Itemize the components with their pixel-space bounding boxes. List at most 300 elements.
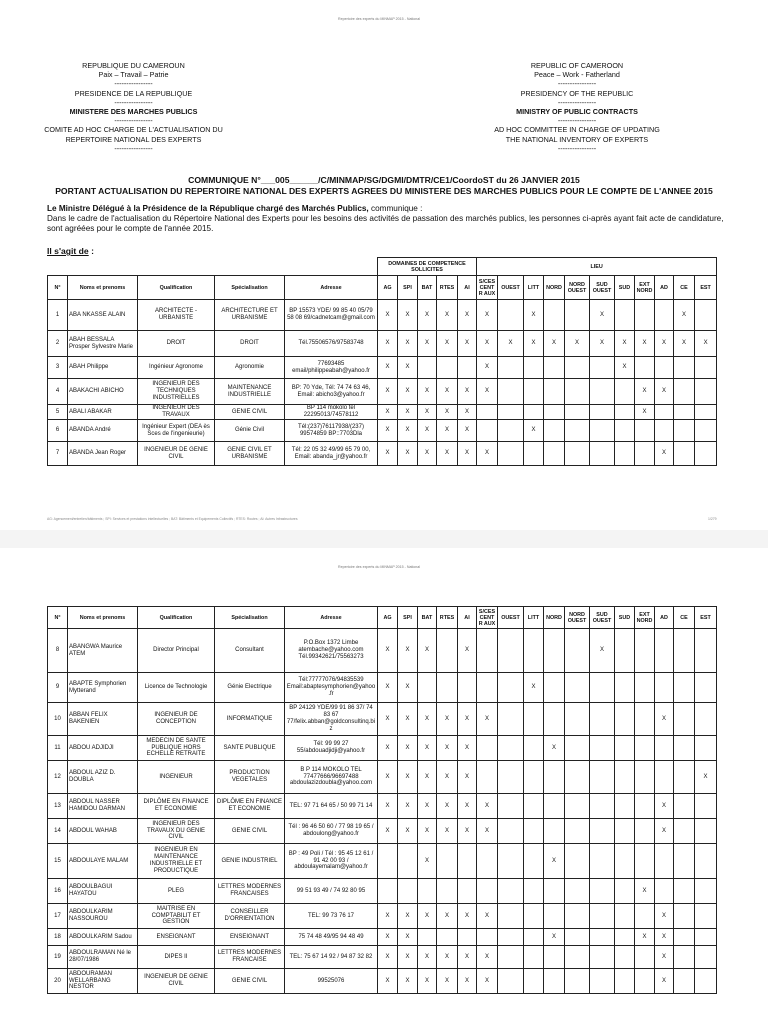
mark-cell xyxy=(590,761,615,794)
expert-address: BP 114 mokolo tel 22295013/74578112 xyxy=(285,405,378,420)
expert-name: ABDOULKARIM Sadou xyxy=(68,929,138,946)
letterhead-ministry: MINISTRY OF PUBLIC CONTRACTS xyxy=(516,107,638,117)
mark-cell xyxy=(458,844,477,879)
table-row xyxy=(48,904,717,929)
mark-cell xyxy=(590,357,615,379)
table-row xyxy=(48,844,717,879)
row-number: 20 xyxy=(48,969,68,994)
mark-cell: X xyxy=(398,904,418,929)
expert-address: Tél: 99 99 27 55/abdouadjidji@yahoo.fr xyxy=(285,736,378,761)
mark-cell xyxy=(635,969,655,994)
mark-cell xyxy=(635,761,655,794)
mark-cell: X xyxy=(655,946,674,969)
mark-cell: X xyxy=(398,629,418,673)
mark-cell: X xyxy=(458,420,477,442)
mark-cell xyxy=(655,357,674,379)
mark-cell: X xyxy=(655,969,674,994)
mark-cell xyxy=(524,703,544,736)
expert-qualification: DIPES II xyxy=(138,946,215,969)
col-centre: S/CES CENTR AUX xyxy=(477,607,498,629)
mark-cell: X xyxy=(398,794,418,819)
intro-paragraph xyxy=(47,204,727,234)
communique-subject: PORTANT ACTUALISATION DU REPERTOIRE NATIONAL DES EXPERTS AGREES DU MINISTERE DES MARCHES PUBLICS POUR LE COMPTE DE L'ANNEE 2015 xyxy=(55,186,713,196)
expert-address: TEL: 97 71 64 65 / 50 99 71 14 xyxy=(285,794,378,819)
table-row xyxy=(48,761,717,794)
mark-cell: X xyxy=(458,794,477,819)
mark-cell xyxy=(635,904,655,929)
row-number: 15 xyxy=(48,844,68,879)
mark-cell xyxy=(695,736,717,761)
mark-cell: X xyxy=(437,794,458,819)
mark-cell xyxy=(544,969,565,994)
expert-address: 75 74 48 49/95 94 48 49 xyxy=(285,929,378,946)
mark-cell: X xyxy=(378,379,398,405)
mark-cell xyxy=(565,879,590,904)
mark-cell: X xyxy=(477,357,498,379)
mark-cell: X xyxy=(635,405,655,420)
table-row xyxy=(48,969,717,994)
col-ad: AD xyxy=(655,276,674,300)
mark-cell: X xyxy=(655,703,674,736)
expert-name: ABANDA Jean Roger xyxy=(68,442,138,466)
mark-cell xyxy=(544,405,565,420)
mark-cell xyxy=(418,357,437,379)
table-row xyxy=(48,442,717,466)
mark-cell xyxy=(524,379,544,405)
mark-cell xyxy=(437,357,458,379)
mark-cell xyxy=(695,673,717,703)
experts-table-page-2 xyxy=(47,606,717,994)
col-ag: AG xyxy=(378,607,398,629)
expert-specialisation: GENIE CIVIL xyxy=(215,969,285,994)
col-rtes: RTES xyxy=(437,276,458,300)
mark-cell xyxy=(524,761,544,794)
mark-cell: X xyxy=(655,442,674,466)
minister-title: Le Ministre Délégué à la Présidence de la République chargé des Marchés Publics, xyxy=(47,204,369,213)
expert-address: TEL: 99 73 76 17 xyxy=(285,904,378,929)
mark-cell: X xyxy=(437,703,458,736)
mark-cell: X xyxy=(418,819,437,844)
mark-cell xyxy=(674,703,695,736)
mark-cell xyxy=(398,844,418,879)
col-bat: BAT xyxy=(418,607,437,629)
expert-qualification: INGENIEUR DES TECHNIQUES INDUSTRIELLES xyxy=(138,379,215,405)
col-address: Adresse xyxy=(285,276,378,300)
mark-cell xyxy=(615,904,635,929)
mark-cell xyxy=(498,904,524,929)
mark-cell xyxy=(437,929,458,946)
expert-name: ABDOUL NASSER HAMIDOU DARMAN xyxy=(68,794,138,819)
lieu-header: LIEU xyxy=(477,258,717,276)
col-num: N° xyxy=(48,276,68,300)
mark-cell: X xyxy=(477,904,498,929)
mark-cell: X xyxy=(418,420,437,442)
mark-cell xyxy=(590,794,615,819)
mark-cell xyxy=(544,879,565,904)
mark-cell xyxy=(590,879,615,904)
mark-cell xyxy=(674,879,695,904)
mark-cell xyxy=(635,673,655,703)
mark-cell: X xyxy=(398,420,418,442)
mark-cell xyxy=(565,442,590,466)
row-number: 19 xyxy=(48,946,68,969)
mark-cell xyxy=(524,794,544,819)
mark-cell xyxy=(635,794,655,819)
col-specialisation: Spécialisation xyxy=(215,607,285,629)
mark-cell xyxy=(635,442,655,466)
mark-cell: X xyxy=(378,629,398,673)
mark-cell: X xyxy=(437,300,458,331)
expert-specialisation: DIPLÔME EN FINANCE ET ECONOMIE xyxy=(215,794,285,819)
col-nord: NORD xyxy=(544,607,565,629)
mark-cell: X xyxy=(437,420,458,442)
expert-address: BP : 49 Poli / Tél : 95 45 12 61 / 91 42 00 93 / abdoulayemalam@yahoo.fr xyxy=(285,844,378,879)
mark-cell xyxy=(437,879,458,904)
row-number: 7 xyxy=(48,442,68,466)
col-ouest: OUEST xyxy=(498,276,524,300)
expert-specialisation: SANTE PUBLIQUE xyxy=(215,736,285,761)
mark-cell: X xyxy=(655,904,674,929)
mark-cell xyxy=(477,879,498,904)
expert-name: ABA NKASSE ALAIN xyxy=(68,300,138,331)
mark-cell xyxy=(498,405,524,420)
expert-qualification: DIPLÔME EN FINANCE ET ECONOMIE xyxy=(138,794,215,819)
mark-cell xyxy=(398,879,418,904)
row-number: 17 xyxy=(48,904,68,929)
col-est: EST xyxy=(695,276,717,300)
expert-qualification: INGENIEUR xyxy=(138,761,215,794)
mark-cell xyxy=(615,969,635,994)
mark-cell: X xyxy=(655,929,674,946)
mark-cell: X xyxy=(398,357,418,379)
letterhead-line: REPUBLIC OF CAMEROON xyxy=(530,61,624,70)
experts-table-page-1 xyxy=(47,257,717,466)
col-name: Noms et prenoms xyxy=(68,607,138,629)
expert-address: 77693485 email/philippeabah@yahoo.fr xyxy=(285,357,378,379)
table-row xyxy=(48,331,717,357)
expert-specialisation: ENSEIGNANT xyxy=(215,929,285,946)
expert-name: ABDOUL WAHAB xyxy=(68,819,138,844)
letterhead-line: PRESIDENCE DE LA REPUBLIQUE xyxy=(74,88,193,98)
mark-cell: X xyxy=(458,405,477,420)
mark-cell xyxy=(615,929,635,946)
mark-cell: X xyxy=(655,331,674,357)
mark-cell: X xyxy=(655,819,674,844)
letterhead-ministry: MINISTERE DES MARCHES PUBLICS xyxy=(69,107,198,117)
running-header: Repertoire des experts du MINMAP 2015 - National xyxy=(338,565,421,569)
mark-cell xyxy=(590,703,615,736)
col-centre: S/CES CENTR AUX xyxy=(477,276,498,300)
mark-cell: X xyxy=(590,331,615,357)
mark-cell: X xyxy=(458,379,477,405)
mark-cell: X xyxy=(544,929,565,946)
mark-cell: X xyxy=(458,969,477,994)
table-row xyxy=(48,879,717,904)
mark-cell xyxy=(655,629,674,673)
table-row xyxy=(48,794,717,819)
row-number: 1 xyxy=(48,300,68,331)
mark-cell xyxy=(565,844,590,879)
mark-cell xyxy=(635,420,655,442)
expert-qualification: Director Principal xyxy=(138,629,215,673)
mark-cell xyxy=(695,300,717,331)
mark-cell xyxy=(674,673,695,703)
mark-cell xyxy=(498,736,524,761)
mark-cell: X xyxy=(378,420,398,442)
mark-cell xyxy=(544,794,565,819)
mark-cell: X xyxy=(378,929,398,946)
mark-cell: X xyxy=(398,442,418,466)
mark-cell xyxy=(590,442,615,466)
mark-cell: X xyxy=(398,969,418,994)
expert-name: ABDOULKARIM NASSOUROU xyxy=(68,904,138,929)
mark-cell xyxy=(458,879,477,904)
mark-cell: X xyxy=(458,904,477,929)
letterhead-separator: ---------------- xyxy=(114,116,153,126)
mark-cell xyxy=(695,703,717,736)
expert-address: Tél : 96 46 50 60 / 77 98 19 65 / abdoulong@yahoo.fr xyxy=(285,819,378,844)
mark-cell xyxy=(565,904,590,929)
mark-cell xyxy=(498,794,524,819)
mark-cell: X xyxy=(590,300,615,331)
mark-cell xyxy=(695,946,717,969)
row-number: 5 xyxy=(48,405,68,420)
expert-name: ABANDA André xyxy=(68,420,138,442)
letterhead-line: REPERTOIRE NATIONAL DES EXPERTS xyxy=(65,134,202,144)
mark-cell xyxy=(565,736,590,761)
il-sagit-label xyxy=(47,246,94,256)
mark-cell: X xyxy=(437,761,458,794)
left-letterhead xyxy=(30,61,237,153)
mark-cell xyxy=(498,879,524,904)
col-name: Noms et prenoms xyxy=(68,276,138,300)
mark-cell: X xyxy=(615,331,635,357)
expert-address: TEL: 75 67 14 92 / 94 87 32 82 xyxy=(285,946,378,969)
mark-cell: X xyxy=(398,929,418,946)
expert-qualification: INGENIEUR EN MAINTENANCE INDUSTRIELLE ET PRODUCTIQUE xyxy=(138,844,215,879)
mark-cell xyxy=(635,819,655,844)
mark-cell xyxy=(477,629,498,673)
mark-cell: X xyxy=(674,300,695,331)
mark-cell: X xyxy=(458,629,477,673)
expert-specialisation: INFORMATIQUE xyxy=(215,703,285,736)
mark-cell: X xyxy=(378,969,398,994)
mark-cell xyxy=(565,929,590,946)
expert-name: ABDOUL AZIZ D. DOUBLA xyxy=(68,761,138,794)
expert-name: ABALI ABAKAR xyxy=(68,405,138,420)
mark-cell: X xyxy=(378,442,398,466)
mark-cell: X xyxy=(458,736,477,761)
expert-qualification: MEDECIN DE SANTE PUBLIQUE HORS ECHELLE RETRAITE xyxy=(138,736,215,761)
expert-specialisation: PRODUCTION VEGETALES xyxy=(215,761,285,794)
mark-cell: X xyxy=(458,442,477,466)
mark-cell: X xyxy=(418,736,437,761)
mark-cell: X xyxy=(544,736,565,761)
domaines-header: DOMAINES DE COMPETENCE SOLLICITES xyxy=(378,258,477,276)
mark-cell xyxy=(635,629,655,673)
mark-cell xyxy=(524,357,544,379)
expert-name: ABAH Philippe xyxy=(68,357,138,379)
mark-cell xyxy=(524,904,544,929)
expert-qualification: INGENIEUR DE GENIE CIVIL xyxy=(138,969,215,994)
mark-cell xyxy=(590,969,615,994)
mark-cell xyxy=(498,946,524,969)
mark-cell xyxy=(695,379,717,405)
mark-cell: X xyxy=(398,405,418,420)
expert-qualification: Licence de Technologie xyxy=(138,673,215,703)
mark-cell xyxy=(590,819,615,844)
mark-cell xyxy=(695,969,717,994)
row-number: 2 xyxy=(48,331,68,357)
expert-address: P.O.Box 1372 Limbe atembache@yahoo.com Tél.99342621/75563273 xyxy=(285,629,378,673)
mark-cell: X xyxy=(544,844,565,879)
col-ce: CE xyxy=(674,607,695,629)
mark-cell xyxy=(544,761,565,794)
intro-body: Dans le cadre de l'actualisation du Répertoire National des Experts pour les besoins des activités de passation des marchés publics, les personnes ci-après ayant fait acte de candidature, sont agréées pour le compte de l'année 2015. xyxy=(47,214,724,233)
mark-cell: X xyxy=(524,331,544,357)
il-sagit-text: Il s'agit de xyxy=(47,246,89,256)
table-row xyxy=(48,379,717,405)
mark-cell xyxy=(674,379,695,405)
letterhead-separator: ---------------- xyxy=(557,79,597,89)
mark-cell xyxy=(674,904,695,929)
letterhead-line: COMITE AD HOC CHARGE DE L'ACTUALISATION DU xyxy=(44,125,223,135)
row-number: 6 xyxy=(48,420,68,442)
mark-cell xyxy=(674,929,695,946)
mark-cell xyxy=(590,673,615,703)
mark-cell xyxy=(544,300,565,331)
mark-cell xyxy=(635,703,655,736)
expert-address: BP 15573 YDE/ 99 85 40 05/79 58 08 69/cadnetcam@gmail.com xyxy=(285,300,378,331)
mark-cell: X xyxy=(398,946,418,969)
col-ouest: OUEST xyxy=(498,607,524,629)
expert-qualification: INGENIEUR DES TRAVAUX xyxy=(138,405,215,420)
letterhead-separator: ---------------- xyxy=(114,79,153,89)
mark-cell xyxy=(615,673,635,703)
mark-cell xyxy=(674,357,695,379)
mark-cell xyxy=(590,736,615,761)
mark-cell xyxy=(695,929,717,946)
col-sud-ouest: SUD OUEST xyxy=(590,607,615,629)
expert-specialisation: CONSEILLER D'ORRIENTATION xyxy=(215,904,285,929)
mark-cell: X xyxy=(544,331,565,357)
mark-cell xyxy=(544,357,565,379)
expert-address: Tél.75506576/97583748 xyxy=(285,331,378,357)
mark-cell xyxy=(565,379,590,405)
mark-cell: X xyxy=(418,442,437,466)
col-ai: AI xyxy=(458,607,477,629)
mark-cell: X xyxy=(477,794,498,819)
mark-cell xyxy=(565,300,590,331)
mark-cell: X xyxy=(378,405,398,420)
mark-cell xyxy=(695,819,717,844)
col-ad: AD xyxy=(655,607,674,629)
mark-cell: X xyxy=(477,379,498,405)
table-body-page-2 xyxy=(48,629,717,994)
row-number: 14 xyxy=(48,819,68,844)
mark-cell xyxy=(524,969,544,994)
mark-cell: X xyxy=(398,736,418,761)
expert-name: ABDOULAYE MALAM xyxy=(68,844,138,879)
mark-cell: X xyxy=(378,673,398,703)
mark-cell: X xyxy=(477,442,498,466)
mark-cell: X xyxy=(565,331,590,357)
mark-cell xyxy=(544,703,565,736)
mark-cell xyxy=(418,929,437,946)
mark-cell: X xyxy=(378,300,398,331)
mark-cell: X xyxy=(378,761,398,794)
expert-specialisation: LETTRES MODERNES FRANCAISES xyxy=(215,879,285,904)
mark-cell: X xyxy=(477,969,498,994)
mark-cell xyxy=(674,629,695,673)
mark-cell: X xyxy=(398,379,418,405)
mark-cell: X xyxy=(437,442,458,466)
mark-cell: X xyxy=(398,331,418,357)
expert-name: ABANGWA Maurice ATEM xyxy=(68,629,138,673)
mark-cell xyxy=(378,879,398,904)
mark-cell xyxy=(565,357,590,379)
mark-cell xyxy=(378,844,398,879)
table-body-page-1 xyxy=(48,300,717,466)
mark-cell xyxy=(615,442,635,466)
mark-cell xyxy=(544,379,565,405)
mark-cell xyxy=(655,300,674,331)
expert-qualification: DROIT xyxy=(138,331,215,357)
row-number: 13 xyxy=(48,794,68,819)
mark-cell: X xyxy=(437,405,458,420)
mark-cell xyxy=(635,946,655,969)
mark-cell: X xyxy=(437,969,458,994)
mark-cell xyxy=(524,929,544,946)
mark-cell xyxy=(674,420,695,442)
mark-cell: X xyxy=(418,331,437,357)
expert-specialisation: Génie Civil xyxy=(215,420,285,442)
table-row xyxy=(48,629,717,673)
mark-cell: X xyxy=(458,703,477,736)
expert-address: B P 114 MOKOLO TEL 77477666/96697488 abdoulazizdoubla@yahoo.com xyxy=(285,761,378,794)
mark-cell: X xyxy=(458,331,477,357)
mark-cell: X xyxy=(524,420,544,442)
col-litt: LITT xyxy=(524,276,544,300)
mark-cell xyxy=(544,673,565,703)
mark-cell xyxy=(477,420,498,442)
row-number: 12 xyxy=(48,761,68,794)
mark-cell xyxy=(498,703,524,736)
mark-cell: X xyxy=(437,736,458,761)
mark-cell xyxy=(674,819,695,844)
mark-cell xyxy=(498,357,524,379)
row-number: 16 xyxy=(48,879,68,904)
mark-cell: X xyxy=(635,331,655,357)
col-bat: BAT xyxy=(418,276,437,300)
mark-cell xyxy=(615,405,635,420)
row-number: 10 xyxy=(48,703,68,736)
mark-cell: X xyxy=(477,703,498,736)
mark-cell xyxy=(498,969,524,994)
mark-cell xyxy=(590,420,615,442)
row-number: 18 xyxy=(48,929,68,946)
expert-name: ABDOULBAGUI HAYATOU xyxy=(68,879,138,904)
col-ce: CE xyxy=(674,276,695,300)
mark-cell xyxy=(477,844,498,879)
mark-cell: X xyxy=(418,629,437,673)
mark-cell xyxy=(477,736,498,761)
mark-cell: X xyxy=(458,946,477,969)
intro-communique: communique : xyxy=(368,204,423,213)
col-rtes: RTES xyxy=(437,607,458,629)
mark-cell: X xyxy=(458,761,477,794)
expert-name: ABDOURAMAN WELLARBANG NESTOR xyxy=(68,969,138,994)
